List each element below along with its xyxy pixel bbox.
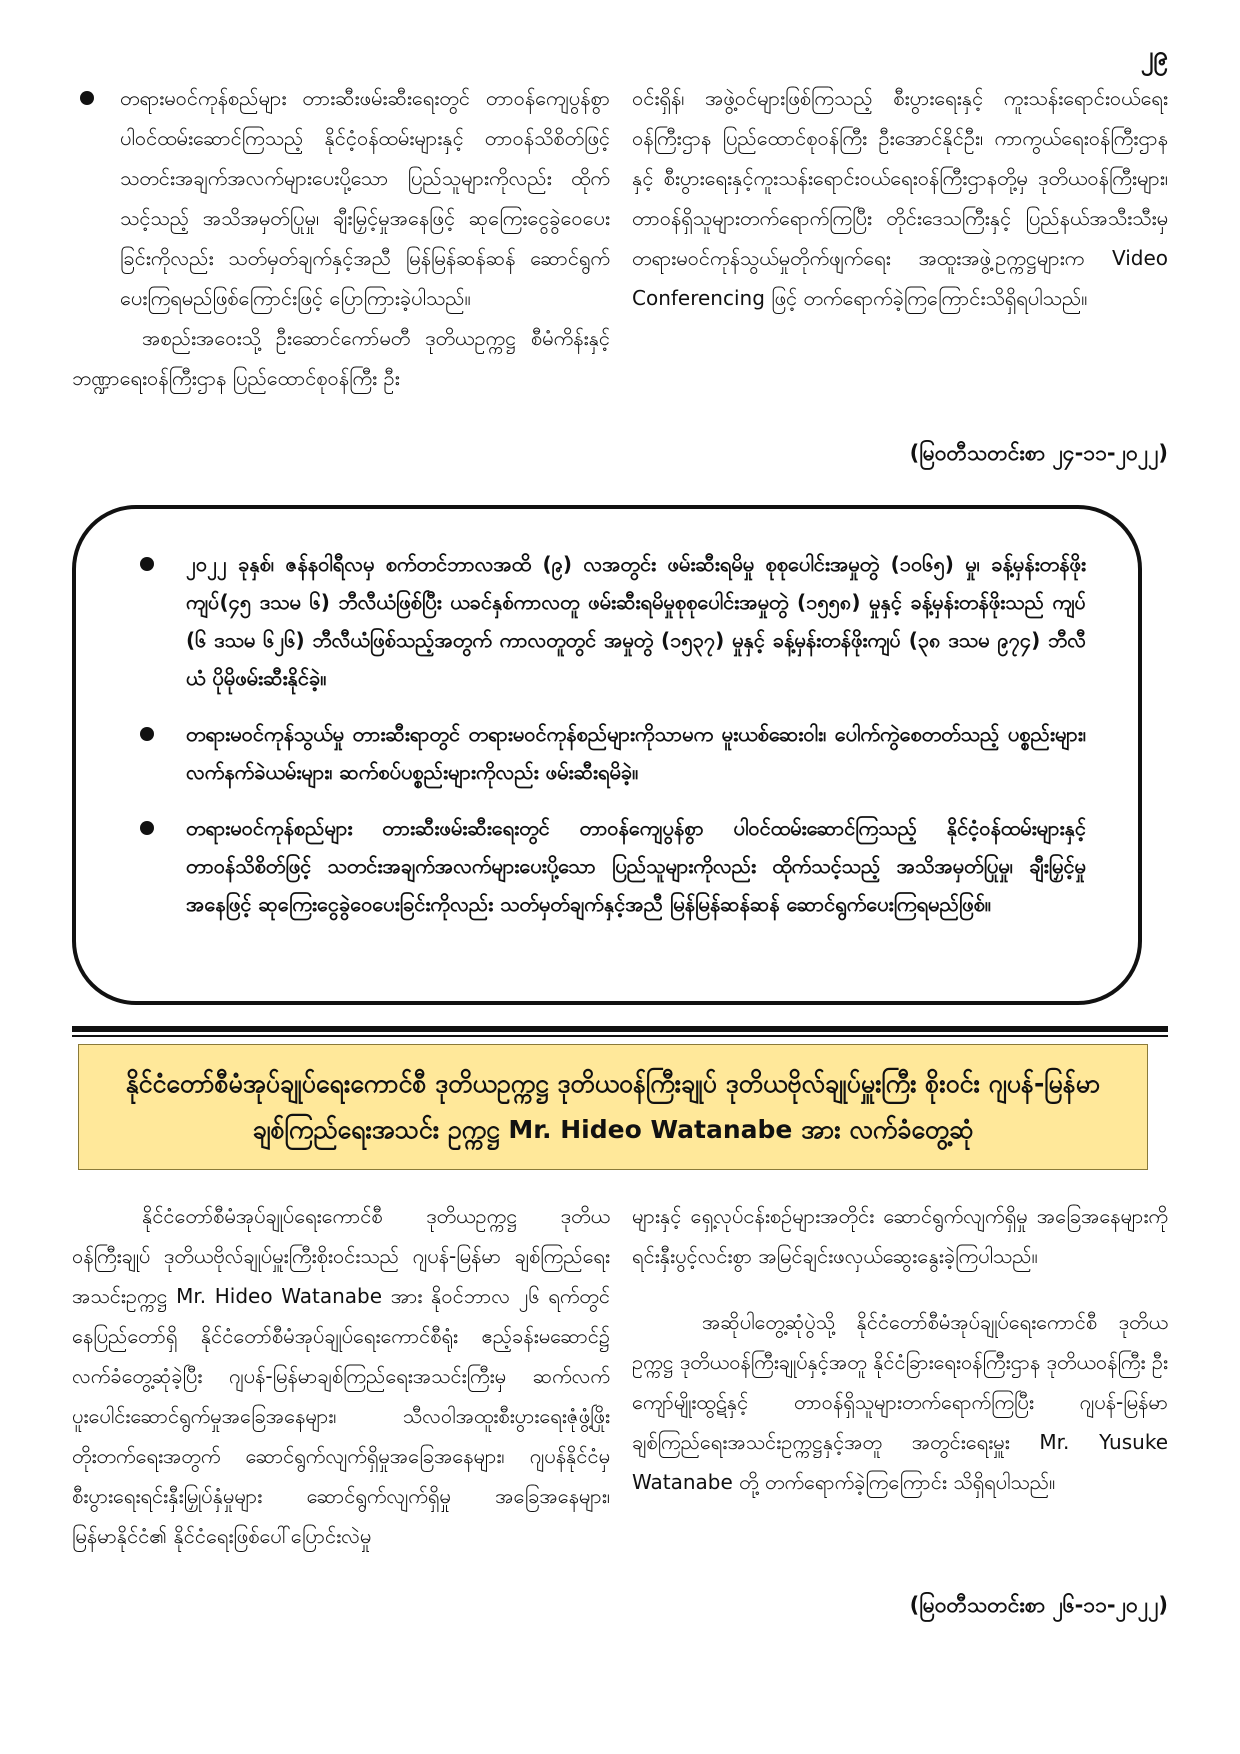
bottom-article-right-column bbox=[632, 1196, 1168, 1502]
bullet-icon bbox=[140, 821, 154, 835]
summary-bullet-list bbox=[76, 509, 1138, 923]
top-article-source: (မြဝတီသတင်းစာ ၂၄-၁၁-၂၀၂၂) bbox=[909, 441, 1168, 465]
bottom-article-source: (မြဝတီသတင်းစာ ၂၆-၁၁-၂၀၂၂) bbox=[909, 1593, 1168, 1617]
summary-bullet-2 bbox=[128, 715, 1086, 791]
top-article-right-paragraph: ဝင်းရှိန်၊ အဖွဲ့ဝင်များဖြစ်ကြသည့် စီးပွားရေးနှင့် ကူးသန်းရောင်းဝယ်ရေးဝန်ကြီးဌာန ပြည်ထောင်စုဝန်ကြီး ဦးအောင်နိုင်ဦး၊ ကာကွယ်ရေးဝန်ကြီးဌာနနှင့် စီးပွားရေးနှင့်ကူးသန်းရောင်းဝယ်ရေးဝန်ကြီးဌာနတို့မှ ဒုတိယဝန်ကြီးများ၊ တာဝန်ရှိသူများတက်ရောက်ကြပြီး တိုင်းဒေသကြီးနှင့် ပြည်နယ်အသီးသီးမှ တရားမဝင်ကုန်သွယ်မှုတိုက်ဖျက်ရေး အထူးအဖွဲ့ဥက္ကဋ္ဌများက Video Conferencing ဖြင့် တက်ရောက်ခဲ့ကြကြောင်းသိရှိရပါသည်။ bbox=[632, 86, 1168, 310]
top-article-right-column bbox=[632, 78, 1168, 318]
summary-bullet-1 bbox=[128, 545, 1086, 697]
summary-bullet-3 bbox=[128, 809, 1086, 923]
bullet-icon bbox=[80, 91, 94, 105]
summary-bullet-text: တရားမဝင်ကုန်စည်များ တားဆီးဖမ်းဆီးရေးတွင် တာဝန်ကျေပွန်စွာ ပါဝင်ထမ်းဆောင်ကြသည့် နိုင်ငံ့ဝန်ထမ်းများနှင့် တာဝန်သိစိတ်ဖြင့် သတင်းအချက်အလက်များပေးပို့သော ပြည်သူများကိုလည်း ထိုက်သင့်သည့် အသိအမှတ်ပြုမှု၊ ချီးမြှင့်မှုအနေဖြင့် ဆုကြေးငွေခွဲဝေပေးခြင်းကိုလည်း သတ်မှတ်ချက်နှင့်အညီ မြန်မြန်ဆန်ဆန် ဆောင်ရွက်ပေးကြရမည်ဖြစ်။ bbox=[186, 816, 1086, 916]
bottom-article-right-paragraph-2: အဆိုပါတွေ့ဆုံပွဲသို့ နိုင်ငံတော်စီမံအုပ်ချုပ်ရေးကောင်စီ ဒုတိယဥက္ကဋ္ဌ ဒုတိယဝန်ကြီးချုပ်နှင့်အတူ နိုင်ငံခြားရေးဝန်ကြီးဌာန ဒုတိယဝန်ကြီး ဦးကျော်မျိုးထွဋ်နှင့် တာဝန်ရှိသူများတက်ရောက်ကြပြီး ဂျပန်-မြန်မာ ချစ်ကြည်ရေးအသင်းဥက္ကဋ္ဌနှင့်အတူ အတွင်းရေးမှူး Mr. Yusuke Watanabe တို့ တက်ရောက်ခဲ့ကြကြောင်း သိရှိရပါသည်။ bbox=[632, 1310, 1168, 1494]
bottom-article-left-column bbox=[72, 1196, 610, 1556]
headline-box bbox=[78, 1044, 1148, 1170]
section-divider-thin bbox=[72, 1035, 1168, 1037]
summary-bullet-text: တရားမဝင်ကုန်သွယ်မှု တားဆီးရာတွင် တရားမဝင်ကုန်စည်များကိုသာမက မူးယစ်ဆေးဝါး၊ ပေါက်ကွဲစေတတ်သည့် ပစ္စည်းများ၊ လက်နက်ခဲယမ်းများ၊ ဆက်စပ်ပစ္စည်းများကိုလည်း ဖမ်းဆီးရမိခဲ့။ bbox=[186, 722, 1086, 784]
bullet-icon bbox=[140, 557, 154, 571]
summary-bullet-text: ၂၀၂၂ ခုနှစ်၊ ဇန်နဝါရီလမှ စက်တင်ဘာလအထိ (၉) လအတွင်း ဖမ်းဆီးရမိမှု စုစုပေါင်းအမှုတွဲ (၁၀၆၅) မှု၊ ခန့်မှန်းတန်ဖိုးကျပ်(၄၅ ဒသမ ၆) ဘီလီယံဖြစ်ပြီး ယခင်နှစ်ကာလတူ ဖမ်းဆီးရမိမှုစုစုပေါင်းအမှုတွဲ (၁၅၅၈) မှုနှင့် ခန့်မှန်းတန်ဖိုးသည် ကျပ် (၆ ဒသမ ၆၂၆) ဘီလီယံဖြစ်သည့်အတွက် ကာလတူတွင် အမှုတွဲ (၁၅၃၇) မှုနှင့် ခန့်မှန်းတန်ဖိုးကျပ် (၃၈ ဒသမ ၉၇၄) ဘီလီယံ ပိုမိုဖမ်းဆီးနိုင်ခဲ့။ bbox=[186, 552, 1086, 690]
top-article-left-paragraph: အစည်းအဝေးသို့ ဦးဆောင်ကော်မတီ ဒုတိယဥက္ကဋ္ဌ စီမံကိန်းနှင့်ဘဏ္ဍာရေးဝန်ကြီးဌာန ပြည်ထောင်စုဝန်ကြီး ဦး bbox=[72, 326, 610, 390]
summary-box bbox=[72, 505, 1142, 1005]
bottom-article-right-paragraph-1: များနှင့် ရှေ့လုပ်ငန်းစဉ်များအတိုင်း ဆောင်ရွက်လျက်ရှိမှု အခြေအနေများကို ရင်းနှီးပွင့်လင်းစွာ အမြင်ချင်းဖလှယ်ဆွေးနွေးခဲ့ကြပါသည်။ bbox=[632, 1204, 1168, 1268]
article-headline: နိုင်ငံတော်စီမံအုပ်ချုပ်ရေးကောင်စီ ဒုတိယဥက္ကဋ္ဌ ဒုတိယဝန်ကြီးချုပ် ဒုတိယဗိုလ်ချုပ်မှူးကြီး စိုးဝင်း ဂျပန်-မြန်မာချစ်ကြည်ရေးအသင်း ဥက္ကဋ္ဌ Mr. Hideo Watanabe အား လက်ခံတွေ့ဆုံ bbox=[125, 1069, 1101, 1144]
top-article-bullet-text: တရားမဝင်ကုန်စည်များ တားဆီးဖမ်းဆီးရေးတွင် တာဝန်ကျေပွန်စွာ ပါဝင်ထမ်းဆောင်ကြသည့် နိုင်ငံ့ဝန်ထမ်းများနှင့် တာဝန်သိစိတ်ဖြင့် သတင်းအချက်အလက်များပေးပို့သော ပြည်သူများကိုလည်း ထိုက်သင့်သည့် အသိအမှတ်ပြုမှု၊ ချီးမြှင့်မှုအနေဖြင့် ဆုကြေးငွေခွဲဝေပေးခြင်းကိုလည်း သတ်မှတ်ချက်နှင့်အညီ မြန်မြန်ဆန်ဆန် ဆောင်ရွက်ပေးကြရမည်ဖြစ်ကြောင်းဖြင့် ပြောကြားခဲ့ပါသည်။ bbox=[120, 86, 610, 310]
page-number: ၂၉ bbox=[1140, 41, 1168, 71]
top-article-left-column bbox=[72, 78, 610, 398]
bullet-icon bbox=[140, 727, 154, 741]
top-article-bullet bbox=[72, 78, 610, 318]
bottom-article-left-paragraph: နိုင်ငံတော်စီမံအုပ်ချုပ်ရေးကောင်စီ ဒုတိယဥက္ကဋ္ဌ ဒုတိယဝန်ကြီးချုပ် ဒုတိယဗိုလ်ချုပ်မှူးကြီးစိုးဝင်းသည် ဂျပန်-မြန်မာ ချစ်ကြည်ရေးအသင်းဥက္ကဋ္ဌ Mr. Hideo Watanabe အား နိုဝင်ဘာလ ၂၆ ရက်တွင် နေပြည်တော်ရှိ နိုင်ငံတော်စီမံအုပ်ချုပ်ရေးကောင်စီရုံး ဧည့်ခန်းမဆောင်၌ လက်ခံတွေ့ဆုံခဲ့ပြီး ဂျပန်-မြန်မာချစ်ကြည်ရေးအသင်းကြီးမှ ဆက်လက်ပူးပေါင်းဆောင်ရွက်မှုအခြေအနေများ၊ သီလဝါအထူးစီးပွားရေးဇုံဖွံ့ဖြိုးတိုးတက်ရေးအတွက် ဆောင်ရွက်လျက်ရှိမှုအခြေအနေများ၊ ဂျပန်နိုင်ငံမှ စီးပွားရေးရင်းနှီးမြှုပ်နှံမှုများ ဆောင်ရွက်လျက်ရှိမှု အခြေအနေများ၊ မြန်မာနိုင်ငံ၏ နိုင်ငံရေးဖြစ်ပေါ်ပြောင်းလဲမှု bbox=[72, 1204, 610, 1548]
section-divider-thick bbox=[72, 1026, 1168, 1032]
top-article-bullet-list bbox=[72, 78, 610, 318]
